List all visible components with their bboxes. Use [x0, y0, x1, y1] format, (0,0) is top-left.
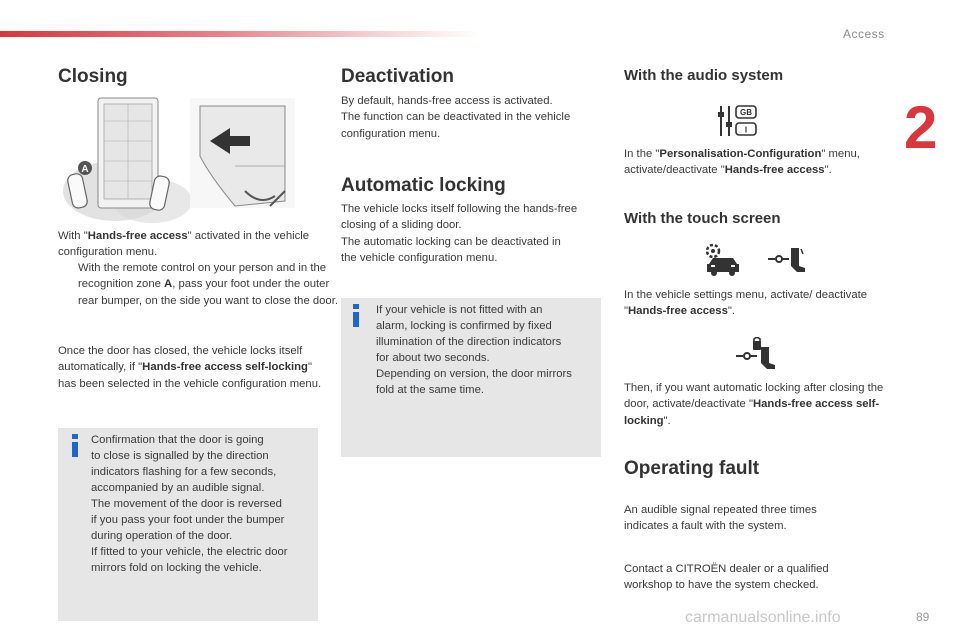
info-icon	[72, 434, 78, 457]
page-number: 89	[916, 610, 930, 624]
automatic-locking-line: the vehicle configuration menu.	[341, 251, 498, 264]
closing-title: Closing	[58, 66, 128, 87]
automatic-locking-text	[341, 201, 603, 266]
settings-sliders-icon	[718, 104, 760, 138]
closing-info-line: to close is signalled by the direction	[91, 450, 269, 462]
hands-free-self-locking-icon	[735, 337, 777, 371]
operating-fault-text-1: An audible signal repeated three times indicates a fault with the system.	[624, 504, 817, 533]
closing-info-line: indicators flashing for a few seconds,	[91, 466, 277, 478]
operating-fault-text-2: Contact a CITROËN dealer or a qualified workshop to have the system checked.	[624, 563, 829, 592]
automatic-locking-info-line: alarm, locking is confirmed by fixed	[376, 320, 552, 332]
closing-info-line: Confirmation that the door is going	[91, 434, 264, 446]
closing-info-line: during operation of the door.	[91, 530, 233, 542]
automatic-locking-info-box	[341, 298, 601, 457]
closing-para-1: With "Hands-free access" activated in the vehicle configuration menu.	[58, 230, 310, 259]
deactivation-title: Deactivation	[341, 66, 454, 87]
deactivation-line: By default, hands-free access is activated.	[341, 95, 553, 107]
automatic-locking-line: closing of a sliding door.	[341, 219, 462, 232]
automatic-locking-title: Automatic locking	[341, 175, 506, 196]
automatic-locking-line: The vehicle locks itself following the hands-free	[341, 203, 578, 215]
closing-info-line: The movement of the door is reversed	[91, 498, 282, 510]
deactivation-line: The function can be deactivated in the vehicle	[341, 111, 571, 124]
automatic-locking-info-line: illumination of the direction indicators	[376, 336, 562, 348]
language-badge-gb: GB	[740, 108, 752, 117]
closing-info-box	[58, 428, 318, 621]
audio-system-text: In the "Personalisation-Configuration" menu, activate/deactivate "Hands-free access".	[624, 148, 860, 177]
closing-bullet: With the remote control on your person and in the recognition zone A, pass your foot under the outer rear bumper, on the side you want to close the door.	[78, 262, 338, 307]
watermark: carmanualsonline.info	[685, 609, 841, 626]
deactivation-text	[341, 93, 603, 142]
van-closing-illustration	[60, 96, 295, 223]
automatic-locking-info-line: fold at the same time.	[376, 384, 484, 396]
automatic-locking-info-line: Depending on version, the door mirrors	[376, 368, 572, 380]
vehicle-settings-icon	[703, 242, 743, 276]
chapter-number: 2	[904, 94, 938, 161]
touch-screen-title: With the touch screen	[624, 210, 781, 227]
automatic-locking-info-line: If your vehicle is not fitted with an	[376, 304, 543, 316]
deactivation-line: configuration menu.	[341, 127, 441, 140]
audio-system-title: With the audio system	[624, 67, 784, 84]
closing-info-line: If fitted to your vehicle, the electric door	[91, 546, 288, 558]
closing-info-line: accompanied by an audible signal.	[91, 482, 265, 494]
touch-screen-text-1: In the vehicle settings menu, activate/ deactivate "Hands-free access".	[624, 289, 868, 318]
automatic-locking-info-line: for about two seconds.	[376, 352, 490, 364]
language-badge-i: I	[744, 125, 748, 135]
closing-para-2: Once the door has closed, the vehicle locks itself automatically, if "Hands-free access self-locking" has been selected in the vehicle configuration menu.	[58, 345, 322, 390]
section-label: Access	[843, 27, 885, 41]
hands-free-access-icon	[767, 246, 807, 274]
automatic-locking-line: The automatic locking can be deactivated in	[341, 235, 561, 248]
zone-a-marker: A	[81, 164, 89, 175]
closing-info-line: mirrors fold on locking the vehicle.	[91, 562, 262, 574]
operating-fault-title: Operating fault	[624, 458, 760, 479]
info-icon	[353, 304, 359, 327]
closing-info-line: if you pass your foot under the bumper	[91, 514, 285, 526]
touch-screen-text-2: Then, if you want automatic locking after closing the door, activate/deactivate "Hands-free access self-locking".	[624, 382, 884, 427]
header-accent-bar	[0, 31, 480, 37]
